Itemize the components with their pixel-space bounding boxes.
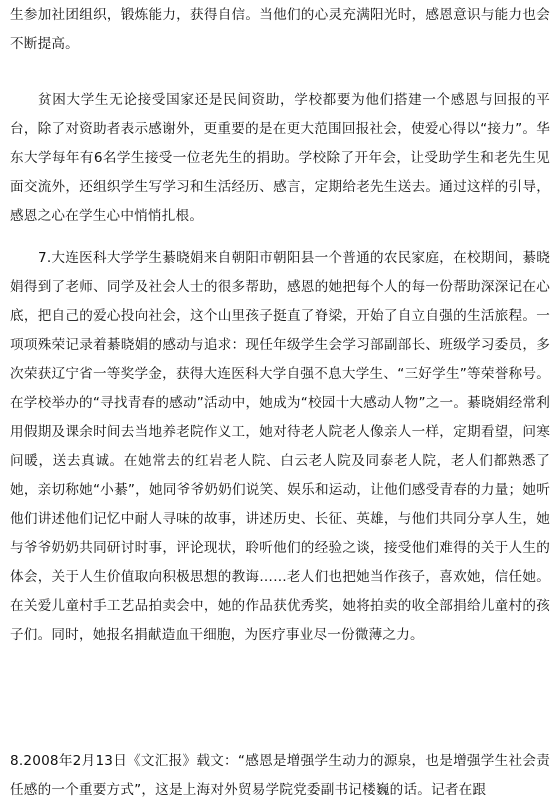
paragraph-case-7: 7.大连医科大学学生綦晓娟来自朝阳市朝阳县一个普通的农民家庭，在校期间，綦晓娟得到了老师、同学及社会人士的很多帮助，感恩的她把每个人的每一份帮助深深记在心底，把自己的爱心投向社会，这个山里孩子挺直了脊梁，开始了自立自强的生活旅程。一项项殊荣记录着綦晓娟的感动与追求：现任年级学生会学习部副部长、班级学习委员，多次荣获辽宁省一等奖学金，获得大连医科大学自强不息大学生、“三好学生”等荣誉称号。在学校举办的“寻找青春的感动”活动中，她成为“校园十大感动人物”之一。綦晓娟经常利用假期及课余时间去当地养老院作义工，她对待老人院老人像亲人一样，定期看望，问寒问暖，送去真诚。在她常去的红岩老人院、白云老人院及同泰老人院，老人们都熟悉了她，亲切称她“小綦”，她同爷爷奶奶们说笑、娱乐和运动，让他们感受青春的力量；她听他们讲述他们记忆中耐人寻味的故事，讲述历史、长征、英雄，与他们共同分享人生，她与爷爷奶奶共同研讨时事，评论现状，聆听他们的经验之谈，接受他们难得的关于人生的体会，关于人生价值取向积极思想的教诲……老人们也把她当作孩子，喜欢她，信任她。在关爱儿童村手工艺品拍卖会中，她的作品获优秀奖，她将拍卖的收全部捐给儿童村的孩子们。同时，她报名捐献造血干细胞，为医疗事业尽一份微薄之力。 xyxy=(10,250,550,643)
paragraph-gratitude-platform: 贫困大学生无论接受国家还是民间资助，学校都要为他们搭建一个感恩与回报的平台，除了对资助者表示感谢外，更重要的是在更大范围回报社会，使爱心得以“接力”。华东大学每年有6名学生接受一位老先生的捐助。学校除了开年会，让受助学生和老先生见面交流外，还组织学生写学习和生活经历、感言，定期给老先生送去。通过这样的引导，感恩之心在学生心中悄悄扎根。 xyxy=(10,92,550,224)
paragraph-student-clubs: 生参加社团组织，锻炼能力，获得自信。当他们的心灵充满阳光时，感恩意识与能力也会不断提高。 xyxy=(10,7,550,52)
paragraph-case-8: 8.2008年2月13日《文汇报》载文：“感恩是增强学生动力的源泉，也是增强学生社会责任感的一个重要方式”，这是上海对外贸易学院党委副书记楼巍的话。记者在跟 xyxy=(10,753,550,798)
